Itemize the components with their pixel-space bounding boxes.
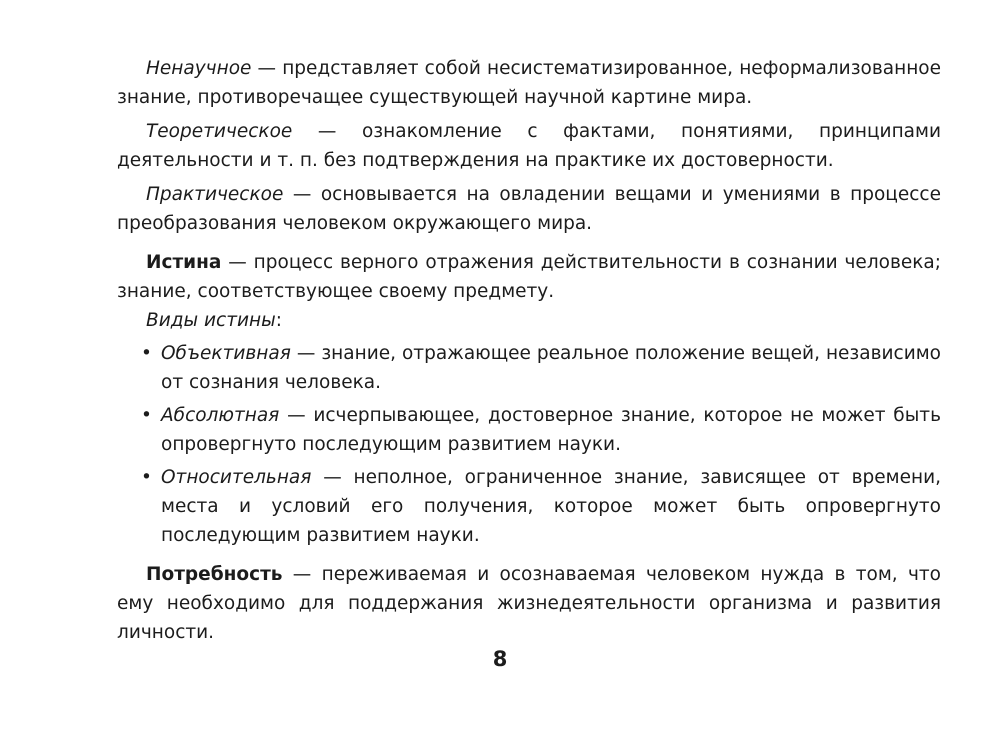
page-content (117, 54, 941, 647)
bullet-icon: • (141, 343, 152, 364)
definition-truth (117, 248, 941, 306)
definition-theoretical (117, 117, 941, 175)
definition-need (117, 560, 941, 647)
definition-text: — процесс верного отражения действительности в сознании человека; знание, соответствующее своему предмету. (117, 252, 941, 302)
definition-practical (117, 180, 941, 238)
list-item-absolute (117, 401, 941, 459)
truth-types-colon: : (275, 310, 282, 331)
term-theoretical: Теоретическое (146, 121, 293, 142)
definition-text: — представляет собой несистематизированное, неформализованное знание, противоречащее существующей научной картине мира. (117, 58, 941, 108)
page-number: 8 (492, 647, 508, 671)
truth-types-list (117, 339, 941, 550)
list-item-objective (117, 339, 941, 397)
term-practical: Практическое (146, 184, 284, 205)
definition-text: — переживаемая и осознаваемая человеком нужда в том, что ему необходимо для поддержания жизнедеятельности организма и развития личности. (117, 564, 941, 643)
term-objective: Объективная (161, 343, 291, 364)
truth-types-heading (117, 306, 941, 335)
list-item-text: — исчерпывающее, достоверное знание, которое не может быть опровергнуто последующим развитием науки. (161, 405, 941, 455)
list-item-text: — неполное, ограниченное знание, зависящее от времени, места и условий его получения, которое может быть опровергнуто последующим развитием науки. (161, 467, 941, 546)
definition-text: — основывается на овладении вещами и умениями в процессе преобразования человеком окружающего мира. (117, 184, 941, 234)
term-relative: Относительная (161, 467, 312, 488)
list-item-relative (117, 463, 941, 550)
bullet-icon: • (141, 405, 152, 426)
list-item-text: — знание, отражающее реальное положение вещей, независимо от сознания человека. (161, 343, 941, 393)
truth-types-label: Виды истины (146, 310, 276, 331)
term-need: Потребность (146, 564, 283, 585)
bullet-icon: • (141, 467, 152, 488)
term-truth: Истина (146, 252, 222, 273)
term-unscientific: Ненаучное (146, 58, 252, 79)
term-absolute: Абсолютная (161, 405, 280, 426)
definition-text: — ознакомление с фактами, понятиями, принципами деятельности и т. п. без подтверждения на практике их достоверности. (117, 121, 941, 171)
definition-unscientific (117, 54, 941, 112)
